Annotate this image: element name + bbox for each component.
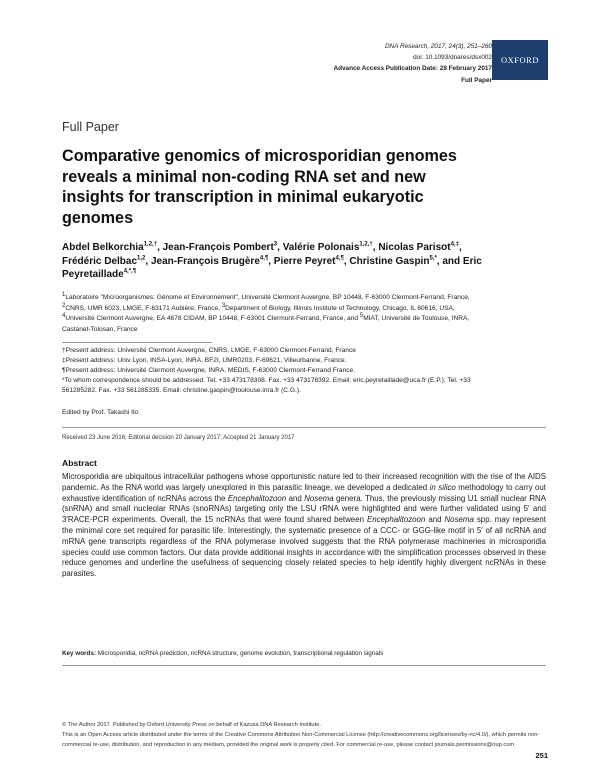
edited-by: Edited by Prof. Takashi Ito (62, 409, 139, 416)
abstract-text: spp. may represent the minimal core set required for parasitic life. Interestingly, the systematic presence of a CCC- or GGG-like motif in 5′ of all ncRNA and mRNA gene transcripts regardless of the RNA polymerase involved suggests that the RNA polymerase machineries in microsporidia species could use common factors. Our data provide additional insights in accordance with the simplification processes observed in these reduce genomes and underline the usefulness of sequencing closely related species to help identify highly divergent ncRNAs in these parasites. (62, 515, 546, 579)
abstract-text: and (286, 493, 305, 503)
affiliations (62, 293, 482, 335)
author-affiliation-mark: 5,* (429, 255, 437, 262)
author-name[interactable]: Eric Peyretaillade (62, 255, 482, 281)
section-label: Full Paper (62, 120, 119, 134)
note-text: Present address: Université Clermont Auvergne, INRA, MEDIS, F-63000 Clermont-Ferrand France. (65, 367, 356, 375)
author-note (62, 366, 492, 376)
affiliation-number: 3 (221, 302, 226, 309)
note-text: Present address: Université Clermont Auvergne, CNRS, LMGE, F-63000 Clermont-Ferrand, France (65, 347, 356, 354)
note-mark: * (62, 377, 65, 385)
author-name[interactable]: Nicolas Parisot (378, 242, 451, 253)
license-footer (62, 720, 546, 751)
received-dates: Received 23 June 2016; Editorial decision 20 January 2017; Accepted 21 January 2017 (62, 435, 295, 441)
author-affiliation-mark: 4,‡ (450, 241, 459, 248)
author-name[interactable]: Abdel Belkorchia (62, 242, 144, 253)
abstract-text: methodology to carry out exhaustive identification of ncRNAs across the (62, 482, 546, 503)
author-name[interactable]: Jean-François Brugère (150, 255, 260, 267)
article-type: Full Paper (461, 76, 492, 84)
author-notes (62, 346, 492, 396)
abstract-text: and (425, 515, 445, 525)
author-name[interactable]: Jean-François Pombert (162, 242, 274, 253)
oxford-logo: OXFORD (492, 40, 548, 80)
author-affiliation-mark: 3 (273, 241, 278, 248)
keywords-list: Microsporidia, ncRNA prediction, ncRNA structure, genome evolution, transcriptional regulation signals (97, 650, 384, 657)
affiliation-text: CNRS, UMR 6023, LMGE, F-63171 Aubière, France, (65, 304, 222, 312)
abstract-italic-term: Nosema (304, 493, 334, 503)
note-mark: † (62, 347, 66, 354)
affiliation-number: 2 (62, 302, 66, 309)
license-text: This is an Open Access article distributed under the terms of the Creative Commons Attribution Non-Commercial License (http://creativecommons.org/licenses/by-nc/4.0/), which permits non-commercial re-use, distribution, and reproduction in any medium, provided the original work is properly cited. For commercial re-use, please contact journals.permissions@oup.com (62, 732, 540, 749)
author-name[interactable]: Valérie Polonais (282, 242, 360, 253)
affiliation-number: 1 (62, 291, 66, 298)
doi[interactable]: doi: 10.1093/dnares/dsx002 (413, 54, 492, 62)
author-name[interactable]: Frédéric Delbac (62, 255, 138, 267)
affiliation-number: 5 (359, 313, 364, 319)
abstract-end-divider (62, 665, 546, 666)
author-affiliation-mark: 4,¶ (259, 255, 269, 262)
author-note (62, 346, 492, 356)
note-mark: ‡ (62, 357, 66, 365)
author-name[interactable]: Christine Gaspin (349, 255, 430, 267)
author-name[interactable]: Pierre Peyret (273, 255, 336, 267)
affiliation-text: Laboratoire "Microorganismes: Génome et Environnement", Université Clermont Auvergne, BP 10448, F-63000 Clermont-Ferrand, France, (65, 294, 470, 301)
abstract-italic-term: Nosema (444, 515, 474, 525)
keywords-label: Key words: (62, 650, 96, 657)
author-list: Abdel Belkorchia$^{1,2,\dagger}$, Jean-François Pombert$^3$, Valérie Polonais$^{1,2,\dagger}$, Nicolas Parisot$^{4,\ddagger}$, Frédéric Delbac$^{1,2}$, Jean-François Brugère$^{4,\P}$, Pierre Peyret$^{4,\P}$, Christine Gaspin$^{5,*}$, and Eric Peyretaillade$^{4,*,\P}$ (62, 241, 482, 281)
abstract-italic-term: Encephalitozoon (366, 515, 426, 525)
page-number: 251 (535, 751, 548, 760)
abstract-body (62, 472, 546, 580)
notes-divider (62, 342, 212, 343)
author-note (62, 356, 492, 366)
author-note (62, 376, 492, 396)
author-affiliation-mark: 4,*,¶ (123, 268, 137, 275)
abstract-italic-term: Encephalitozoon (227, 493, 287, 503)
copyright-line: © The Author 2017. Published by Oxford University Press on behalf of Kazusa DNA Research Institute. (62, 722, 321, 728)
journal-citation: DNA Research, 2017, 24(3), 251–260 (384, 43, 492, 50)
advance-access-date: Advance Access Publication Date: 28 February 2017 (333, 65, 492, 73)
author-affiliation-mark: 4,¶ (335, 255, 344, 262)
affiliation-text: Department of Biology, Illinois Institute of Technology, Chicago, IL 60616, USA, (225, 304, 455, 312)
journal-header (333, 41, 492, 86)
abstract-text: Microsporidia are ubiquitous intracellular pathogens whose opportunistic nature led to their increased recognition with the rise of the AIDS pandemic. As the RNA world was largely unexplored in this parasitic lineage, we developed a dedicated (62, 472, 546, 492)
affiliation-text: Université Clermont Auvergne, EA 4678 CIDAM, BP 10448, F-63001 Clermont-Ferrand, France, and (65, 315, 360, 323)
author-affiliation-mark: 1,2,† (359, 241, 373, 248)
author-affiliation-mark: 1,2 (137, 255, 146, 262)
note-text: Present address: Univ Lyon, INSA-Lyon, INRA, BF2I, UMR0203, F-69621, Villeurbanne, France. (65, 357, 347, 365)
affiliation-text: MIAT, Université de Toulouse, INRA, Castanet-Tolosan, France (62, 315, 470, 333)
affiliation-number: 4 (62, 313, 66, 319)
received-divider (62, 427, 546, 428)
author-affiliation-mark: 1,2,† (143, 241, 158, 248)
abstract-heading: Abstract (62, 458, 97, 468)
abstract-text: genera. Thus, the previously missing U1 small nuclear RNA (snRNA) and small nucleolar RNAs (snoRNAs) targeting only the LSU rRNA were highlighted and were further validated using 5′ and 3′RACE-PCR experiments. Overall, the 15 ncRNAs that were found shared between (62, 493, 546, 525)
paper-title: Comparative genomics of microsporidian genomes reveals a minimal non-coding RNA set and new insights for transcription in minimal eukaryotic genomes (62, 147, 457, 227)
note-mark: ¶ (62, 367, 66, 375)
abstract-italic-term: in silico (429, 482, 456, 492)
keywords (62, 650, 546, 657)
note-text: To whom correspondence should be addressed. Tel. +33 473178308. Fax. +33 473178392. Email: eric.peyretaillade@uca.fr (E.P.); Tel. +33 561285282. Fax. +33 561285335. Email: christine.gaspin@toulouse.inra.fr (C.G.). (62, 377, 471, 395)
